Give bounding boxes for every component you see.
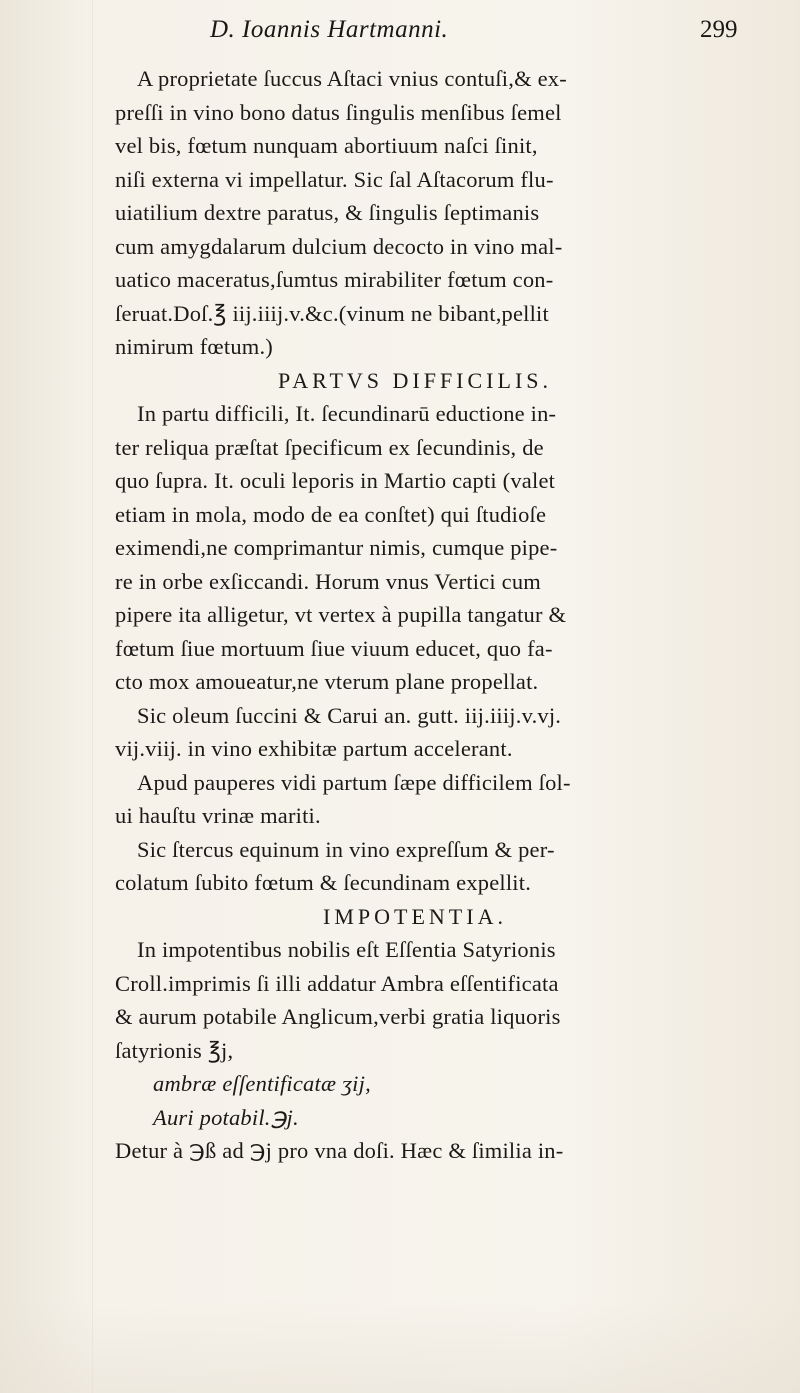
text-line: pipere ita alligetur, vt vertex à pupilla tangatur & <box>115 602 567 627</box>
text-line: ſeruat.Doſ.℥ iij.iiij.v.&c.(vinum ne bibant,pellit <box>115 300 549 326</box>
text-line: In partu difficili, It. ſecundinarū eductione in- <box>137 401 557 426</box>
text-line: ter reliqua præſtat ſpecificum ex ſecundinis, de <box>115 434 544 460</box>
text-line: colatum ſubito fœtum & ſecundinam expellit. <box>115 870 532 895</box>
text-line: uatico maceratus,ſumtus mirabiliter fœtum con- <box>115 267 554 292</box>
text-line: vel bis, fœtum nunquam abortiuum naſci ſinit, <box>115 133 538 158</box>
text-line: cto mox amoueatur,ne vterum plane propellat. <box>115 669 539 694</box>
text-line: Sic oleum ſuccini & Carui an. gutt. iij.iiij.v.vj. <box>137 702 562 728</box>
text-line: A proprietate ſuccus Aſtaci vnius contuſi,& ex- <box>137 66 567 91</box>
text-line: Apud pauperes vidi partum ſæpe difficilem ſol- <box>137 769 571 795</box>
section-heading: IMPOTENTIA. <box>323 903 507 929</box>
text-line: niſi externa vi impellatur. Sic ſal Aſtacorum flu- <box>115 166 554 192</box>
text-line: ui hauſtu vrinæ mariti. <box>115 803 321 828</box>
text-line: & aurum potabile Anglicum,verbi gratia liquoris <box>115 1004 561 1029</box>
page-bottom-shading <box>0 1300 800 1393</box>
text-line: fœtum ſiue mortuum ſiue viuum educet, quo fa- <box>115 635 553 661</box>
body-text <box>115 62 715 1168</box>
text-line: nimirum fœtum.) <box>115 334 273 359</box>
text-line: etiam in mola, modo de ea conſtet) qui ſtudioſe <box>115 501 547 527</box>
running-title: D. Ioannis Hartmanni. <box>210 16 449 43</box>
text-line: ambræ eſſentificatæ ʒij, <box>153 1071 371 1096</box>
text-line: uiatilium dextre paratus, & ſingulis ſeptimanis <box>115 200 540 225</box>
text-line: preſſi in vino bono datus ſingulis menſibus ſemel <box>115 99 562 125</box>
text-line: vij.viij. in vino exhibitæ partum accelerant. <box>115 736 513 761</box>
text-line: Croll.imprimis ſi illi addatur Ambra eſſentificata <box>115 970 559 996</box>
text-line: quo ſupra. It. oculi leporis in Martio capti (valet <box>115 468 556 493</box>
text-line: In impotentibus nobilis eſt Eſſentia Satyrionis <box>137 937 556 962</box>
section-heading: PARTVS DIFFICILIS. <box>277 367 553 393</box>
text-line: re in orbe exſiccandi. Horum vnus Vertici cum <box>115 568 541 594</box>
page-gutter <box>92 0 93 1393</box>
page-number: 299 <box>700 16 738 43</box>
text-line: Detur à ℈ß ad ℈j pro vna doſi. Hæc & ſimilia in- <box>115 1138 564 1163</box>
text-line: Auri potabil.℈j. <box>153 1104 299 1130</box>
text-line: Sic ſtercus equinum in vino expreſſum & per- <box>137 836 555 862</box>
text-line: ſatyrionis ℥j, <box>115 1037 234 1063</box>
text-line: cum amygdalarum dulcium decocto in vino mal- <box>115 233 563 259</box>
text-line: eximendi,ne comprimantur nimis, cumque pipe- <box>115 535 558 560</box>
